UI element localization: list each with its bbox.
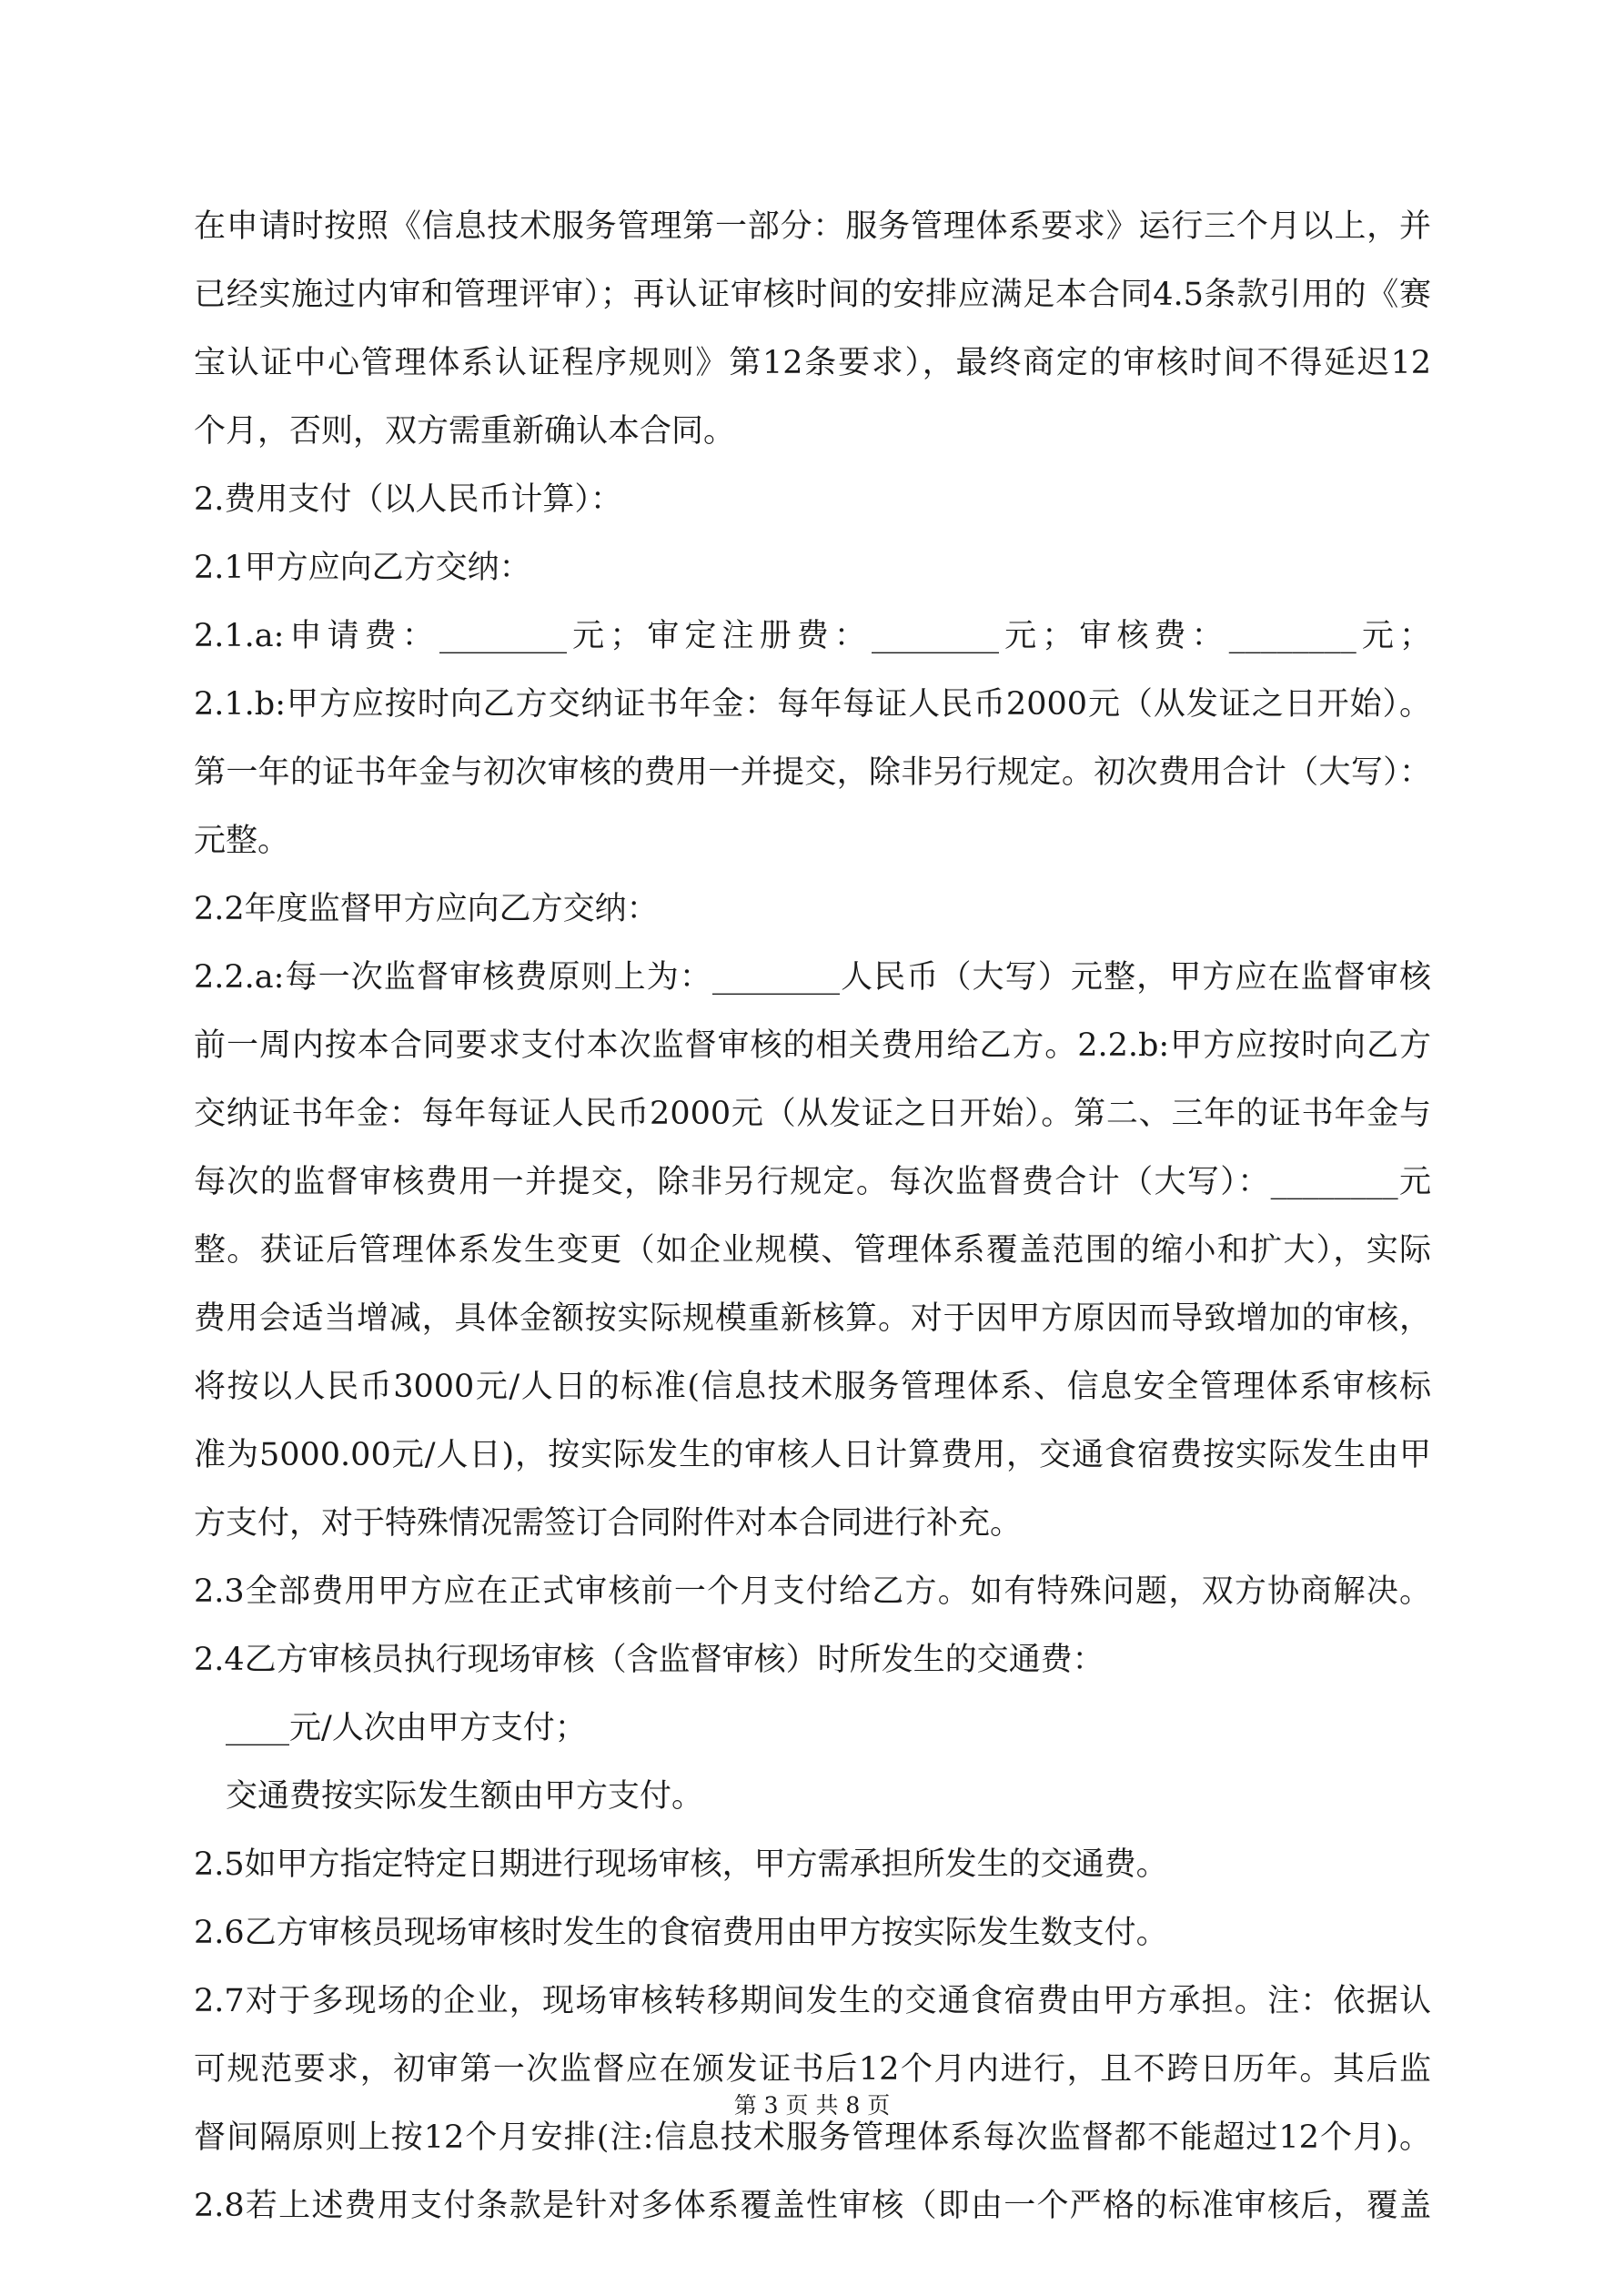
text-line: 2.5如甲方指定特定日期进行现场审核，甲方需承担所发生的交通费。 bbox=[194, 1846, 1168, 1883]
text-line: 2.2年度监督甲方应向乙方交纳： bbox=[194, 891, 659, 927]
text-line: 个月，否则，双方需重新确认本合同。 bbox=[194, 413, 736, 450]
text-line: ____元/人次由甲方支付； bbox=[226, 1710, 587, 1746]
text-line: 2.3全部费用甲方应在正式审核前一个月支付给乙方。如有特殊问题，双方协商解决。 bbox=[194, 1573, 1431, 1610]
text-line: 交纳证书年金：每年每证人民币2000元（从发证之日开始）。第二、三年的证书年金与 bbox=[194, 1096, 1431, 1132]
text-line: 2.7对于多现场的企业，现场审核转移期间发生的交通食宿费由甲方承担。注：依据认 bbox=[194, 1983, 1431, 2019]
text-line: 每次的监督审核费用一并提交，除非另行规定。每次监督费合计（大写）：________元 bbox=[194, 1164, 1431, 1200]
text-line: 整。获证后管理体系发生变更（如企业规模、管理体系覆盖范围的缩小和扩大），实际 bbox=[194, 1232, 1431, 1269]
document-body bbox=[194, 193, 1431, 2240]
text-line: 可规范要求，初审第一次监督应在颁发证书后12个月内进行，且不跨日历年。其后监 bbox=[194, 2051, 1431, 2088]
text-line: 元整。 bbox=[194, 823, 290, 859]
text-line: 2.8若上述费用支付条款是针对多体系覆盖性审核（即由一个严格的标准审核后，覆盖 bbox=[194, 2188, 1431, 2224]
text-line: 已经实施过内审和管理评审）；再认证审核时间的安排应满足本合同4.5条款引用的《赛 bbox=[194, 277, 1431, 313]
text-line: 第一年的证书年金与初次审核的费用一并提交，除非另行规定。初次费用合计（大写）： bbox=[194, 754, 1431, 791]
page-number-footer: 第 3 页 共 8 页 bbox=[733, 2092, 891, 2119]
text-line: 2.1.a:申请费：________元；审定注册费：________元；审核费：________元； bbox=[194, 618, 1431, 654]
text-line: 2.1.b:甲方应按时向乙方交纳证书年金：每年每证人民币2000元（从发证之日开始）。 bbox=[194, 686, 1431, 723]
text-line: 宝认证中心管理体系认证程序规则》第12条要求），最终商定的审核时间不得延迟12 bbox=[194, 345, 1431, 381]
text-line: 前一周内按本合同要求支付本次监督审核的相关费用给乙方。2.2.b:甲方应按时向乙方 bbox=[194, 1027, 1431, 1064]
text-line: 准为5000.00元/人日)，按实际发生的审核人日计算费用，交通食宿费按实际发生由甲 bbox=[194, 1437, 1431, 1473]
text-line: 2.6乙方审核员现场审核时发生的食宿费用由甲方按实际发生数支付。 bbox=[194, 1915, 1168, 1951]
text-line: 将按以人民币3000元/人日的标准(信息技术服务管理体系、信息安全管理体系审核标 bbox=[194, 1369, 1431, 1405]
text-line: 2.4乙方审核员执行现场审核（含监督审核）时所发生的交通费： bbox=[194, 1642, 1105, 1678]
text-line: 费用会适当增减，具体金额按实际规模重新核算。对于因甲方原因而导致增加的审核， bbox=[194, 1300, 1431, 1337]
text-line: 交通费按实际发生额由甲方支付。 bbox=[226, 1778, 704, 1815]
section-heading: 2.费用支付（以人民币计算）： bbox=[194, 481, 622, 518]
text-line: 2.2.a:每一次监督审核费原则上为：________人民币（大写）元整，甲方应在监督审核 bbox=[194, 959, 1431, 996]
text-line: 2.1甲方应向乙方交纳： bbox=[194, 550, 531, 586]
text-line: 督间隔原则上按12个月安排(注:信息技术服务管理体系每次监督都不能超过12个月)。 bbox=[194, 2119, 1431, 2156]
text-line: 在申请时按照《信息技术服务管理第一部分：服务管理体系要求》运行三个月以上，并 bbox=[194, 208, 1431, 245]
text-line: 方支付，对于特殊情况需签订合同附件对本合同进行补充。 bbox=[194, 1505, 1023, 1542]
